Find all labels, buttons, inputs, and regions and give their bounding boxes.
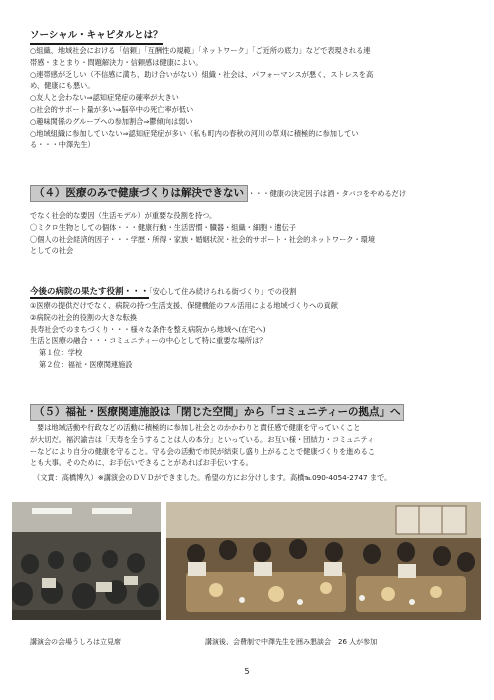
section5-heading [30,404,404,421]
reception-photo [166,502,481,620]
hospital-heading: 今後の病院の果たす役割・・・ [30,287,150,297]
text-line: ○組織、地域社会における「信頼」「互酬性の規範」「ネットワーク」「ご近所の底力」などで表現される連 [30,46,371,55]
social-capital-body [30,45,468,151]
hospital-heading-row [30,286,296,298]
section5-title: （５）福祉・医療関連施設は「閉じた空間」から「コミュニティーの拠点」へ [30,404,404,421]
text-line: 長寿社会でのまちづくり・・・様々な条件を整え病院から地域へ(在宅へ) [30,324,266,334]
section4-title: （４）医療のみで健康づくりは解決できない [30,185,248,202]
text-line: が大切だ。福沢諭吉は「天寿を全うすることは人の本分」といっている。お互い様・団結力・コミュニティ [30,434,375,444]
section4-body [30,210,468,257]
text-line: る・・・中澤先生） [30,140,95,150]
hospital-heading-tail: 「安心して住み続けられる街づくり」での役割 [149,287,297,296]
section5-body [30,422,468,484]
text-line: ○連帯感が乏しい（不信感に満ち、助け合いがない）組織・社会は、パフォーマンスが悪く、ストレスを高 [30,69,374,79]
text-line: でなく社会的な要因（生活モデル）が重要な役割を持つ。 [30,211,217,220]
caption-lecture: 講演会の会場うしろは立見席 [30,638,121,646]
text-line: ○趣味関係のグループへの参加割合⇒鬱傾向は弱い [30,116,193,126]
text-line: 生活と医療の融合・・・コミュニティーの中心として特に重要な場所は？ [30,336,267,346]
text-line: 要は地域活動や行政などの活動に積極的に参加し社会とのかかわりと責任感で健康を守っていくこと [37,423,361,432]
ranking-second: 第２位：福祉・医療関連施設 [39,359,133,369]
text-line: ②病院の社会的役割の大きな転換 [30,312,138,322]
lecture-hall-photo [12,502,161,620]
text-line: とも大事。そのために、お手伝いできることがあればお手伝いする。 [30,458,253,468]
page-number: 5 [244,667,250,676]
hospital-body [30,300,468,371]
text-line: としての社会 [30,246,74,256]
dvd-note: （文責：高橋博久）※講演会のＤＶＤができました。希望の方にお分けします。高橋℡090-4054-2747 まで。 [33,473,392,483]
social-capital-heading: ソーシャル・キャピタルとは？ [30,30,163,45]
section4-heading-tail: ・・・健康の決定因子は酒・タバコをやめるだけ [248,189,407,198]
text-line: ーなどにより自分の健康を守ること。守る会の活動で市民が結束し盛り上がることで健康づくりを進めるこ [30,446,376,456]
text-line: ○地域組織に参加していない⇒認知症発症が多い（私も町内の春秋の河川の草刈に積極的に参加してい [30,128,359,138]
caption-reception: 講演後、会費制で中澤先生を囲み懇談会 26 人が参加 [205,638,378,646]
section4-heading [30,185,406,202]
text-line: め、健康にも悪い。 [30,81,95,91]
ranking-first: 第１位：学校 [39,348,83,358]
text-line: 〇個人の社会経済的因子・・・学歴・所得・家族・婚姻状況・社会的サポート・社会的ネットワーク・環境 [30,234,376,244]
text-line: 〇ミクロ生物としての個体・・・健康行動・生活習慣・臓器・組織・細胞・遺伝子 [30,222,296,232]
text-line: ○社会的サポート量が多い⇒脳卒中の死亡率が低い [30,104,194,114]
text-line: ○友人と会わない⇒認知症発症の確率が大きい [30,93,179,103]
text-line: 帯感・まとまり・問題解決力・信頼感は健康によい。 [30,57,203,67]
text-line: ①医療の提供だけでなく、病院の持つ生活支援、保健機能のフル活用による地域づくりへの貢献 [30,301,338,310]
